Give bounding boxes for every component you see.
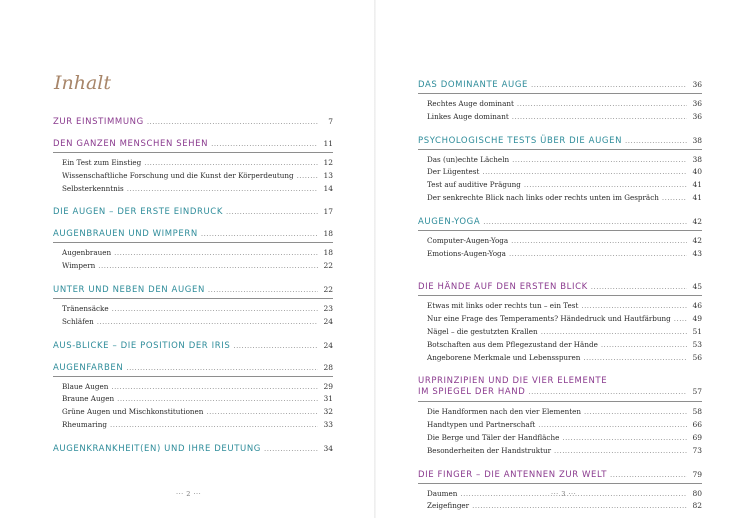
dot-leader bbox=[583, 353, 687, 365]
toc-chapter-entry[interactable] bbox=[53, 444, 333, 454]
subentry-page-number: 51 bbox=[692, 326, 702, 336]
subentry-title: Daumen bbox=[427, 488, 458, 498]
dot-leader bbox=[662, 193, 687, 205]
subentry-page-number: 53 bbox=[692, 339, 702, 349]
table-of-contents-left bbox=[53, 117, 333, 454]
toc-subentry[interactable] bbox=[418, 500, 702, 513]
dot-leader bbox=[127, 184, 318, 196]
chapter-page-number: 34 bbox=[323, 443, 333, 453]
subentry-title: Schläfen bbox=[62, 316, 94, 326]
chapter-divider bbox=[418, 149, 702, 150]
chapter-divider bbox=[418, 93, 702, 94]
subentry-page-number: 58 bbox=[692, 407, 702, 417]
subentry-title: Der Lügentest bbox=[427, 167, 480, 177]
toc-subentry[interactable] bbox=[418, 300, 702, 313]
subentry-page-number: 38 bbox=[692, 154, 702, 164]
toc-subentry[interactable] bbox=[53, 247, 333, 260]
dot-leader bbox=[531, 81, 687, 89]
dot-leader bbox=[584, 407, 687, 419]
chapter-divider bbox=[418, 483, 702, 484]
subentry-page-number: 41 bbox=[692, 192, 702, 202]
chapter-title: AUGENBRAUEN UND WIMPERN bbox=[53, 229, 198, 240]
chapter-title: ZUR EINSTIMMUNG bbox=[53, 117, 144, 127]
chapter-divider bbox=[53, 242, 333, 243]
toc-subentry[interactable] bbox=[53, 157, 333, 170]
toc-chapter-entry[interactable] bbox=[418, 80, 702, 90]
subentry-page-number: 66 bbox=[692, 420, 702, 430]
toc-subentry[interactable] bbox=[418, 248, 702, 261]
table-of-contents-right bbox=[418, 80, 702, 513]
toc-subentry[interactable] bbox=[418, 406, 702, 419]
toc-subentry[interactable] bbox=[418, 154, 702, 167]
chapter-title: DEN GANZEN MENSCHEN SEHEN bbox=[53, 139, 209, 149]
dot-leader bbox=[144, 158, 318, 170]
chapter-page-number: 45 bbox=[692, 282, 702, 292]
subentry-page-number: 33 bbox=[323, 419, 333, 429]
chapter-title: DIE AUGEN – DER ERSTE EINDRUCK bbox=[53, 207, 224, 218]
subentry-page-number: 40 bbox=[692, 167, 702, 177]
chapter-title: DIE FINGER – DIE ANTENNEN ZUR WELT bbox=[418, 469, 607, 480]
chapter-divider bbox=[418, 295, 702, 296]
dot-leader bbox=[509, 249, 687, 261]
toc-subentry[interactable] bbox=[53, 419, 333, 432]
toc-chapter-entry[interactable] bbox=[53, 363, 333, 373]
toc-subentry[interactable] bbox=[418, 432, 702, 445]
dot-leader bbox=[126, 364, 318, 372]
subentry-title: Botschaften aus dem Pflegezustand der Hände bbox=[427, 339, 598, 349]
chapter-title: AUS-BLICKE – DIE POSITION DER IRIS bbox=[53, 340, 231, 351]
toc-chapter-entry-continued[interactable] bbox=[418, 387, 702, 398]
dot-leader bbox=[512, 112, 687, 124]
toc-subentry[interactable] bbox=[418, 192, 702, 205]
toc-subentry[interactable] bbox=[418, 111, 702, 124]
subentry-title: Linkes Auge dominant bbox=[427, 111, 509, 121]
toc-chapter-entry[interactable] bbox=[418, 217, 702, 227]
dot-leader bbox=[114, 248, 318, 260]
dot-leader bbox=[110, 420, 318, 432]
toc-subentry[interactable] bbox=[53, 183, 333, 196]
subentry-page-number: 18 bbox=[323, 248, 333, 258]
subentry-page-number: 56 bbox=[692, 352, 702, 362]
subentry-page-number: 36 bbox=[692, 111, 702, 121]
toc-subentry[interactable] bbox=[418, 166, 702, 179]
subentry-page-number: 13 bbox=[323, 170, 333, 180]
subentry-title: Rheumaring bbox=[62, 419, 107, 429]
chapter-divider bbox=[53, 152, 333, 153]
toc-subentry[interactable] bbox=[418, 339, 702, 352]
dot-leader bbox=[98, 261, 318, 273]
dot-leader bbox=[541, 327, 687, 339]
subentry-page-number: 32 bbox=[323, 407, 333, 417]
toc-chapter-entry[interactable] bbox=[418, 282, 702, 292]
subentry-title: Wimpern bbox=[62, 261, 96, 271]
dot-leader bbox=[112, 304, 318, 316]
subentry-page-number: 43 bbox=[692, 248, 702, 258]
dot-leader bbox=[591, 283, 687, 291]
toc-chapter-entry[interactable] bbox=[53, 341, 333, 351]
subentry-title: Etwas mit links oder rechts tun – ein Test bbox=[427, 301, 579, 311]
subentry-title: Zeigefinger bbox=[427, 501, 470, 511]
subentry-title: Wissenschaftliche Forschung und die Kunst der Körperdeutung bbox=[62, 170, 294, 180]
dot-leader bbox=[111, 382, 318, 394]
toc-subentry[interactable] bbox=[418, 445, 702, 458]
chapter-page-number: 22 bbox=[323, 284, 333, 294]
chapter-title: DAS DOMINANTE AUGE bbox=[418, 80, 528, 90]
toc-subentry[interactable] bbox=[53, 260, 333, 273]
subentry-page-number: 41 bbox=[692, 180, 702, 190]
chapter-title-line-2: IM SPIEGEL DER HAND bbox=[418, 387, 526, 398]
subentry-page-number: 80 bbox=[692, 488, 702, 498]
subentry-page-number: 24 bbox=[323, 316, 333, 326]
dot-leader bbox=[233, 342, 318, 350]
chapter-page-number: 7 bbox=[328, 117, 333, 126]
subentry-page-number: 22 bbox=[323, 261, 333, 271]
toc-subentry[interactable] bbox=[418, 313, 702, 326]
subentry-title: Handtypen und Partnerschaft bbox=[427, 420, 536, 430]
dot-leader bbox=[211, 140, 318, 148]
chapter-page-number: 28 bbox=[323, 362, 333, 372]
toc-subentry[interactable] bbox=[53, 393, 333, 406]
dot-leader bbox=[528, 388, 687, 396]
toc-subentry[interactable] bbox=[53, 406, 333, 419]
toc-chapter-entry[interactable] bbox=[53, 229, 333, 239]
dot-leader bbox=[117, 394, 318, 406]
toc-chapter-entry[interactable] bbox=[53, 139, 333, 149]
subentry-page-number: 23 bbox=[323, 303, 333, 313]
chapter-page-number: 38 bbox=[692, 135, 702, 145]
dot-leader bbox=[512, 155, 687, 167]
toc-subentry[interactable] bbox=[418, 179, 702, 192]
dot-leader bbox=[208, 286, 318, 294]
subentry-page-number: 49 bbox=[692, 314, 702, 324]
toc-subentry[interactable] bbox=[418, 326, 702, 339]
dot-leader bbox=[264, 445, 318, 453]
dot-leader bbox=[147, 118, 318, 126]
dot-leader bbox=[297, 171, 318, 183]
subentry-title: Braune Augen bbox=[62, 394, 115, 404]
chapter-page-number: 57 bbox=[692, 387, 702, 397]
dot-leader bbox=[674, 314, 687, 326]
subentry-title: Das (un)echte Lächeln bbox=[427, 154, 510, 164]
dot-leader bbox=[554, 446, 687, 458]
chapter-title: DIE HÄNDE AUF DEN ERSTEN BLICK bbox=[418, 282, 588, 293]
subentry-title: Grüne Augen und Mischkonstitutionen bbox=[62, 407, 204, 417]
chapter-title: AUGENKRANKHEIT(EN) UND IHRE DEUTUNG bbox=[53, 443, 261, 454]
toc-subentry[interactable] bbox=[53, 316, 333, 329]
subentry-title: Tränensäcke bbox=[62, 303, 109, 313]
subentry-title: Angeborene Merkmale und Lebensspuren bbox=[427, 352, 581, 362]
dot-leader bbox=[517, 99, 687, 111]
chapter-divider bbox=[53, 298, 333, 299]
subentry-title: Der senkrechte Blick nach links oder rechts unten im Gespräch bbox=[427, 192, 659, 202]
right-page bbox=[375, 0, 750, 518]
dot-leader bbox=[538, 420, 687, 432]
subentry-title: Rechtes Auge dominant bbox=[427, 99, 514, 108]
chapter-title: AUGEN-YOGA bbox=[418, 216, 481, 227]
subentry-page-number: 42 bbox=[692, 235, 702, 245]
toc-subentry[interactable] bbox=[53, 381, 333, 394]
chapter-page-number: 24 bbox=[323, 340, 333, 350]
chapter-divider bbox=[53, 376, 333, 377]
toc-subentry[interactable] bbox=[418, 352, 702, 365]
chapter-page-number: 36 bbox=[692, 80, 702, 89]
dot-leader bbox=[562, 433, 687, 445]
dot-leader bbox=[524, 180, 687, 192]
dot-leader bbox=[511, 236, 687, 248]
dot-leader bbox=[625, 137, 687, 145]
subentry-page-number: 46 bbox=[692, 301, 702, 311]
subentry-page-number: 14 bbox=[323, 183, 333, 193]
subentry-title: Ein Test zum Einstieg bbox=[62, 158, 142, 167]
dot-leader bbox=[482, 167, 687, 179]
chapter-title: PSYCHOLOGISCHE TESTS ÜBER DIE AUGEN bbox=[418, 135, 623, 146]
subentry-title: Computer-Augen-Yoga bbox=[427, 235, 509, 245]
toc-chapter-entry[interactable] bbox=[53, 207, 333, 217]
toc-chapter-entry[interactable] bbox=[418, 136, 702, 146]
chapter-divider bbox=[418, 401, 702, 402]
chapter-title: URPRINZIPIEN UND DIE VIER ELEMENTE bbox=[418, 376, 608, 387]
dot-leader bbox=[226, 208, 318, 216]
subentry-title: Test auf auditive Prägung bbox=[427, 180, 521, 190]
toc-chapter-entry[interactable] bbox=[53, 117, 333, 127]
subentry-title: Nur eine Frage des Temperaments? Händedruck und Hautfärbung bbox=[427, 314, 671, 324]
dot-leader bbox=[206, 407, 318, 419]
subentry-title: Blaue Augen bbox=[62, 381, 109, 391]
chapter-page-number: 17 bbox=[323, 207, 333, 217]
subentry-title: Emotions-Augen-Yoga bbox=[427, 248, 506, 258]
subentry-page-number: 73 bbox=[692, 445, 702, 455]
subentry-title: Die Berge und Täler der Handfläche bbox=[427, 432, 560, 442]
toc-subentry[interactable] bbox=[53, 303, 333, 316]
toc-subentry[interactable] bbox=[53, 170, 333, 183]
dot-leader bbox=[601, 340, 687, 352]
dot-leader bbox=[581, 301, 687, 313]
chapter-divider bbox=[418, 230, 702, 231]
chapter-page-number: 18 bbox=[323, 229, 333, 239]
toc-chapter-entry[interactable] bbox=[418, 470, 702, 480]
dot-leader bbox=[610, 471, 687, 479]
subentry-title: Nägel – die gestutzten Krallen bbox=[427, 326, 538, 336]
dot-leader bbox=[483, 218, 687, 226]
dot-leader bbox=[472, 501, 687, 513]
subentry-page-number: 82 bbox=[692, 501, 702, 511]
toc-chapter-entry[interactable] bbox=[53, 285, 333, 295]
subentry-title: Selbsterkenntnis bbox=[62, 183, 124, 193]
chapter-page-number: 11 bbox=[323, 139, 333, 148]
toc-subentry[interactable] bbox=[418, 98, 702, 111]
subentry-title: Augenbrauen bbox=[62, 248, 112, 258]
subentry-page-number: 29 bbox=[323, 381, 333, 391]
chapter-title: AUGENFARBEN bbox=[53, 362, 124, 373]
dot-leader bbox=[97, 317, 318, 329]
chapter-page-number: 42 bbox=[692, 216, 702, 226]
chapter-page-number: 79 bbox=[692, 469, 702, 479]
page-number-right: ··· 3 ··· bbox=[551, 490, 577, 498]
subentry-page-number: 12 bbox=[323, 158, 333, 167]
dot-leader bbox=[201, 230, 318, 238]
toc-subentry[interactable] bbox=[418, 235, 702, 248]
subentry-page-number: 69 bbox=[692, 432, 702, 442]
chapter-title: UNTER UND NEBEN DEN AUGEN bbox=[53, 284, 205, 295]
page-title: Inhalt bbox=[54, 72, 112, 94]
subentry-page-number: 31 bbox=[323, 394, 333, 404]
subentry-title: Die Handformen nach den vier Elementen bbox=[427, 407, 582, 417]
page-number-left: ··· 2 ··· bbox=[176, 490, 202, 498]
toc-chapter-entry[interactable] bbox=[418, 376, 702, 387]
subentry-page-number: 36 bbox=[692, 99, 702, 108]
toc-subentry[interactable] bbox=[418, 419, 702, 432]
subentry-title: Besonderheiten der Handstruktur bbox=[427, 445, 552, 455]
